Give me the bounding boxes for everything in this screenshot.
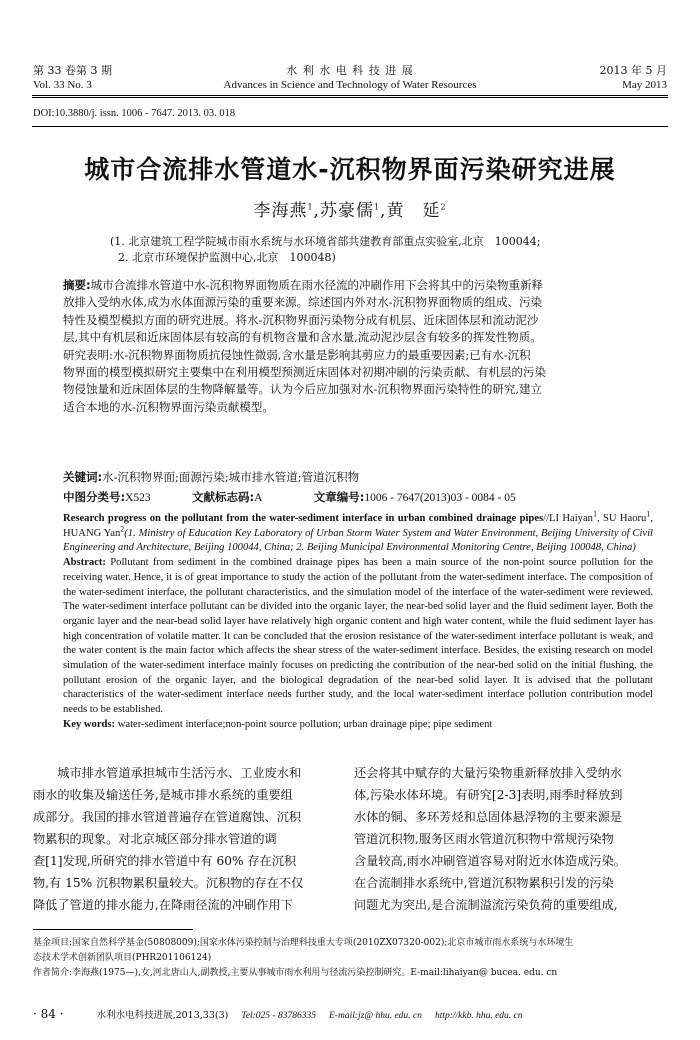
article-number-value: 1006 - 7647(2013)03 - 0084 - 05 [364, 492, 516, 504]
doi-rule [32, 126, 668, 127]
body-line: 含量较高,雨水冲刷管道容易对附近水体造成污染。 [354, 854, 626, 868]
author-list: 李海燕$^1$,苏豪儒$^1$,黄 延$^2$ [253, 201, 447, 221]
body-line: 问题尤为突出,是合流制溢流污染负荷的重要组成, [354, 898, 618, 912]
fund-line: 基金项目:国家自然科学基金(50808009);国家水体污染控制与治理科技重大专项(2010ZX07320-002);北京市城市雨水系统与水环境生 [33, 938, 574, 948]
journal-name [150, 64, 550, 92]
abstract-line: 放排入受纳水体,成为水体面源污染的重要来源。综述国内外对水-沉积物界面物质的组成、污染 [63, 295, 543, 310]
fund-line: 态技术学术创新团队项目(PHR201106124) [33, 953, 212, 963]
abstract-line: 物侵蚀量和近床固体层的生物降解量等。认为今后应加强对水-沉积物界面污染特性的研究,建立 [63, 382, 543, 397]
footer-email: E-mail:jz@ hhu. edu. cn [329, 1011, 422, 1021]
article-number-label: 文章编号: [313, 490, 365, 504]
affiliation-line: 2. 北京市环境保护监测中心,北京 100048) [118, 251, 336, 264]
body-line: 体,污染水体环境。有研究[2-3]表明,雨季时释放到 [354, 788, 623, 802]
author-affil-mark: 1 [373, 202, 381, 212]
body-line: 查[1]发现,所研究的排水管道中有 60% 存在沉积 [33, 854, 297, 868]
body-line: 还会将其中赋存的大量污染物重新释放排入受纳水 [354, 766, 623, 780]
journal-cn: 水 利 水 电 科 技 进 展 [286, 64, 414, 77]
english-title: Research progress on the pollutant from the water-sediment interface in urban combined drainage pipes [63, 513, 544, 524]
journal-en: Advances in Science and Technology of Water Resources [223, 79, 477, 91]
body-line: 降低了管道的排水能力,在降雨径流的冲刷作用下 [33, 898, 293, 912]
page-footer [33, 1007, 673, 1021]
doi: DOI:10.3880/j. issn. 1006 - 7647. 2013. 03. 018 [33, 108, 236, 119]
body-column-right [354, 762, 636, 916]
volume-en: Vol. 33 No. 3 [33, 79, 92, 91]
keywords-label: 关键词: [63, 470, 103, 484]
footnotes [33, 936, 673, 981]
abstract-line: 适合本地的水-沉积物界面污染贡献模型。 [63, 399, 274, 414]
affiliations [110, 234, 630, 266]
abstract-line: 摘要:城市合流排水管道中水-沉积物界面物质在雨水径流的冲刷作用下会将其中的污染物重新释 [63, 278, 543, 292]
footer-tel: Tel:025 - 83786335 [241, 1011, 316, 1021]
header-rule-top [32, 95, 668, 96]
date-en: May 2013 [622, 79, 667, 91]
volume-cn: 第 33 卷第 3 期 [33, 64, 112, 77]
body-line: 城市排水管道承担城市生活污水、工业废水和 [57, 766, 302, 780]
abstract-line: 研究表明:水-沉积物界面物质抗侵蚀性微弱,含水量是影响其剪应力的最重要因素;已有水-沉积 [63, 347, 531, 362]
paper-title: 城市合流排水管道水-沉积物界面污染研究进展 [84, 155, 616, 184]
date-cn: 2013 年 5 月 [599, 64, 667, 77]
body-line: 物,有 15% 沉积物累积量较大。沉积物的存在不仅 [33, 876, 304, 890]
english-affiliation: (1. Ministry of Education Key Laboratory of Urban Storm Water System and Water Environment, Beijing University of Civil Engineering and Architecture, Beijing 100044, China; 2. Beijing Municipal Environmental Monitoring Centre, Beijing 100048, China) [63, 527, 654, 554]
issue-date [600, 64, 667, 92]
author-name: 苏豪儒 [319, 201, 374, 221]
abstract-line: 物界面的模型模拟研究主要集中在利用模型预测近床固体对初期冲刷的污染贡献、有机层的污染 [63, 365, 546, 380]
doc-code-value: A [254, 492, 263, 504]
english-abstract-label: Abstract: [63, 557, 106, 569]
author-name: 黄 延 [386, 201, 441, 221]
body-column-left [33, 762, 315, 916]
keywords-text: 水-沉积物界面;面源污染;城市排水管道;管道沉积物 [102, 470, 360, 484]
abstract-line: 特性及模型模拟方面的研究进展。将水-沉积物界面污染物分成有机层、近床固体层和流动泥沙 [63, 312, 539, 327]
author-bio: 作者简介:李海燕(1975—),女,河北唐山人,副教授,主要从事城市雨水利用与径流污染控制研究。E-mail:lihaiyan@ bucea. edu. cn [33, 968, 558, 978]
abstract-line: 层,其中有机层和近床固体层有较高的有机物含量和含水量,流动泥沙层含有较多的挥发性物质。 [63, 330, 542, 345]
body-line: 雨水的收集及输送任务,是城市排水系统的重要组 [33, 788, 293, 802]
body-line: 管道沉积物,服务区雨水管道沉积物中常规污染物 [354, 832, 614, 846]
english-abstract-text: Pollutant from sediment in the combined drainage pipes has been a main source of the non-point source pollution for the receiving water. Hence, it is of great importance to study the action of the pollutant from the water-sediment interface. The composition of the water-sediment interface, the pollutant characteristics, and the simulation model of the interface of the water-sediment were reviewed. The water-sediment interface pollutant can be divided into the organic layer, the near-bed solid layer and the fluid sediment layer. Both the organic layer and the near-bead solid layer have relatively high organic content and high water content, while the fluid sediment layer has high concentration of volatile matter. It can be concluded that the erosion resistance of the water-sediment interface pollutant is weak, and the water content is the main factor which affects the shear stress of the water-sediment interface. Besides, the existing research on model simulation of the water-sediment interface mainly focuses on predicting the contribution of the near-bed solid on the initial flushing, the pollutant erosion of the organic layer, and the biological degradation of the near-bed solid layer. It is advised that the pollutant characteristics of the water-sediment interface needs further study, and the local water-sediment interface pollution contribution model needs to be established. [63, 557, 653, 716]
body-line: 物累积的现象。对北京城区部分排水管道的调 [33, 832, 277, 846]
abstract-label: 摘要: [63, 278, 91, 292]
affiliation-line: (1. 北京建筑工程学院城市雨水系统与水环境省部共建教育部重点实验室,北京 100044; [110, 235, 541, 248]
body-line: 成部分。我国的排水管道普遍存在管道腐蚀、沉积 [33, 810, 302, 824]
header-rule-bottom [32, 97, 668, 98]
page-number: · 84 · [33, 1007, 64, 1021]
english-abstract [63, 556, 653, 718]
author-name: 李海燕 [253, 201, 308, 221]
clc-value: X523 [125, 492, 151, 504]
footer-url: http://kkb. hhu. edu. cn [434, 1011, 523, 1021]
footnote-rule [33, 929, 193, 930]
abstract-cn [63, 277, 643, 416]
volume-issue [33, 64, 112, 92]
author-affil-mark: 2 [440, 202, 447, 212]
english-keywords-text: water-sediment interface;non-point source pollution; urban drainage pipe; pipe sediment [117, 718, 493, 730]
body-line: 在合流制排水系统中,管道沉积物累积引发的污染 [354, 876, 614, 890]
footer-journal: 水利水电科技进展,2013,33(3) [96, 1010, 229, 1021]
classification-line [63, 489, 653, 505]
author-affil-mark: 1 [307, 202, 314, 212]
english-abstract-block [63, 509, 654, 733]
english-keywords-label: Key words: [63, 718, 116, 730]
keywords-cn [63, 469, 653, 485]
clc-label: 中图分类号: [63, 490, 126, 504]
english-keywords [63, 718, 653, 733]
body-line: 水体的铜、多环芳烃和总固体悬浮物的主要来源是 [354, 810, 623, 824]
doc-code-label: 文献标志码: [191, 490, 255, 504]
english-title-author: Research progress on the pollutant from the water-sediment interface in urban combined drainage pipes//LI Haiyan$^1$, SU Haoru$^1$, HUANG Yan$^2$(1. Ministry of Education Key Laboratory of Urban Storm Water System and Water Environment, Beijing University of Civil Engineering and Architecture, Beijing 100044, China; 2. Beijing Municipal Environmental Monitoring Centre, Beijing 100048, China) [63, 509, 654, 554]
